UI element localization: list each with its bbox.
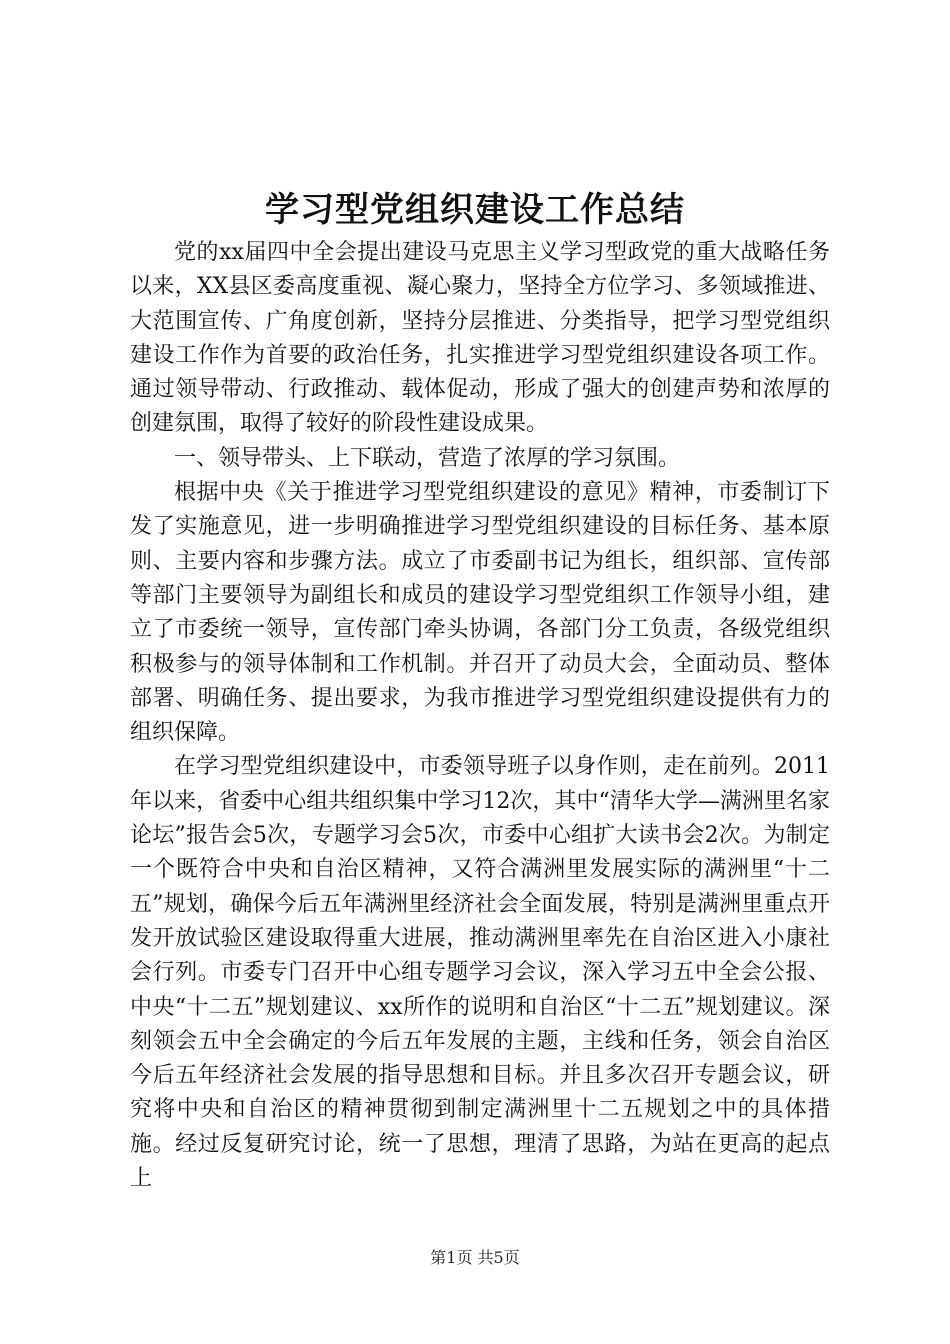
page-number-footer: 第1页 共5页 [430,1248,520,1267]
paragraph-intro: 党的xx届四中全会提出建设马克思主义学习型政党的重大战略任务以来，XX县区委高度重视、凝心聚力，坚持全方位学习、多领域推进、大范围宣传、广角度创新，坚持分层推进、分类指导，把学习型党组织建设工作作为首要的政治任务，扎实推进学习型党组织建设各项工作。通过领导带动、行政推动、载体促动，形成了强大的创建声势和浓厚的创建氛围，取得了较好的阶段性建设成果。 [130,240,830,437]
section-heading-1: 一、领导带头、上下联动，营造了浓厚的学习氛围。 [174,445,681,471]
document-title: 学习型党组织建设工作总结 [265,190,685,230]
paragraph-section-1: 根据中央《关于推进学习型党组织建设的意见》精神，市委制订下发了实施意见，进一步明确推进学习型党组织建设的目标任务、基本原则、主要内容和步骤方法。成立了市委副书记为组长，组织部、宣传部等部门主要领导为副组长和成员的建设学习型党组织工作领导小组，建立了市委统一领导，宣传部门牵头协调，各部门分工负责，各级党组织积极参与的领导体制和工作机制。并召开了动员大会，全面动员、整体部署、明确任务、提出要求，为我市推进学习型党组织建设提供有力的组织保障。 [130,480,830,746]
paragraph-leadership: 在学习型党组织建设中，市委领导班子以身作则，走在前列。2011年以来，省委中心组共组织集中学习12次，其中“清华大学—满洲里名家论坛”报告会5次，专题学习会5次，市委中心组扩大读书会2次。为制定一个既符合中央和自治区精神，又符合满洲里发展实际的满洲里“十二五”规划，确保今后五年满洲里经济社会全面发展，特别是满洲里重点开发开放试验区建设取得重大进展，推动满洲里率先在自治区进入小康社会行列。市委专门召开中心组专题学习会议，深入学习五中全会公报、中央“十二五”规划建议、xx所作的说明和自治区“十二五”规划建议。深刻领会五中全会确定的今后五年发展的主题，主线和任务，领会自治区今后五年经济社会发展的指导思想和目标。并且多次召开专题会议，研究将中央和自治区的精神贯彻到制定满洲里十二五规划之中的具体措施。经过反复研究讨论，统一了思想，理清了思路，为站在更高的起点上 [130,754,830,1192]
document-body [130,236,830,1196]
